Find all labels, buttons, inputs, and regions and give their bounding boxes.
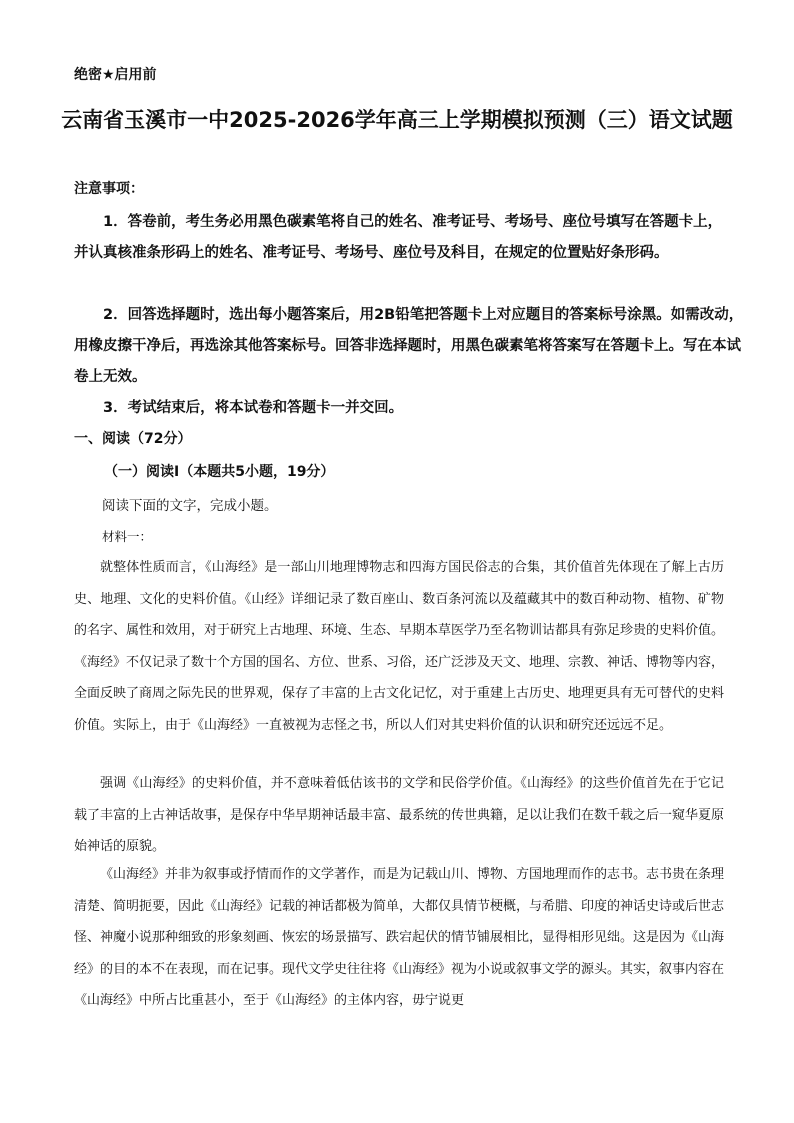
notice-item-2: 2．回答选择题时，选出每小题答案后，用2B铅笔把答题卡上对应题目的答案标号涂黑。如需改动，用橡皮擦干净后，再选涂其他答案标号。回答非选择题时，用黑色碳素笔将答案写在答题卡上。写在本试卷上无效。 — [74, 307, 744, 385]
notice-item-1: 1．答卷前，考生务必用黑色碳素笔将自己的姓名、准考证号、考场号、座位号填写在答题卡上，并认真核准条形码上的姓名、准考证号、考场号、座位号及科目，在规定的位置贴好条形码。 — [74, 214, 723, 261]
material-label: 材料一： — [102, 529, 153, 544]
notice-item-3: 3．考试结束后，将本试卷和答题卡一并交回。 — [103, 400, 404, 416]
section-heading: 一、阅读（72分） — [74, 431, 192, 447]
secret-mark: 绝密★启用前 — [74, 67, 157, 83]
notice-heading: 注意事项： — [74, 181, 144, 197]
passage-paragraph-1: 就整体性质而言，《山海经》是一部山川地理博物志和四海方国民俗志的合集，其价值首先体现在了解上古历史、地理、文化的史料价值。《山经》详细记录了数百座山、数百条河流以及蕴藏其中的数百种动物、植物、矿物的名字、属性和效用，对于研究上古地理、环境、生态、早期本草医学乃至名物训诂都具有弥足珍贵的史料价值。《海经》不仅记录了数十个方国的国名、方位、世系、习俗，还广泛涉及天文、地理、宗教、神话、博物等内容，全面反映了商周之际先民的世界观，保存了丰富的上古文化记忆，对于重建上古历史、地理更具有无可替代的史料价值。实际上，由于《山海经》一直被视为志怪之书，所以人们对其史料价值的认识和研究还远远不足。 — [74, 560, 725, 733]
subsection-heading: （一）阅读Ⅰ（本题共5小题，19分） — [104, 464, 335, 480]
passage-paragraph-2: 强调《山海经》的史料价值，并不意味着低估该书的文学和民俗学价值。《山海经》的这些价值首先在于它记载了丰富的上古神话故事，是保存中华早期神话最丰富、最系统的传世典籍，足以让我们在数千载之后一窥华夏原始神话的原貌。 — [74, 776, 725, 854]
reading-instruction: 阅读下面的文字，完成小题。 — [102, 498, 278, 514]
page-title: 云南省玉溪市一中2025-2026学年高三上学期模拟预测（三）语文试题 — [61, 108, 733, 132]
passage-paragraph-3: 《山海经》并非为叙事或抒情而作的文学著作，而是为记载山川、博物、方国地理而作的志书。志书贵在条理清楚、简明扼要，因此《山海经》记载的神话都极为简单，大都仅具情节梗概，与希腊、印度的神话史诗或后世志怪、神魔小说那种细致的形象刻画、恢宏的场景描写、跌宕起伏的情节铺展相比，显得相形见绌。这是因为《山海经》的目的本不在表现，而在记事。现代文学史往往将《山海经》视为小说或叙事文学的源头。其实，叙事内容在《山海经》中所占比重甚小，至于《山海经》的主体内容，毋宁说更 — [74, 867, 725, 1008]
